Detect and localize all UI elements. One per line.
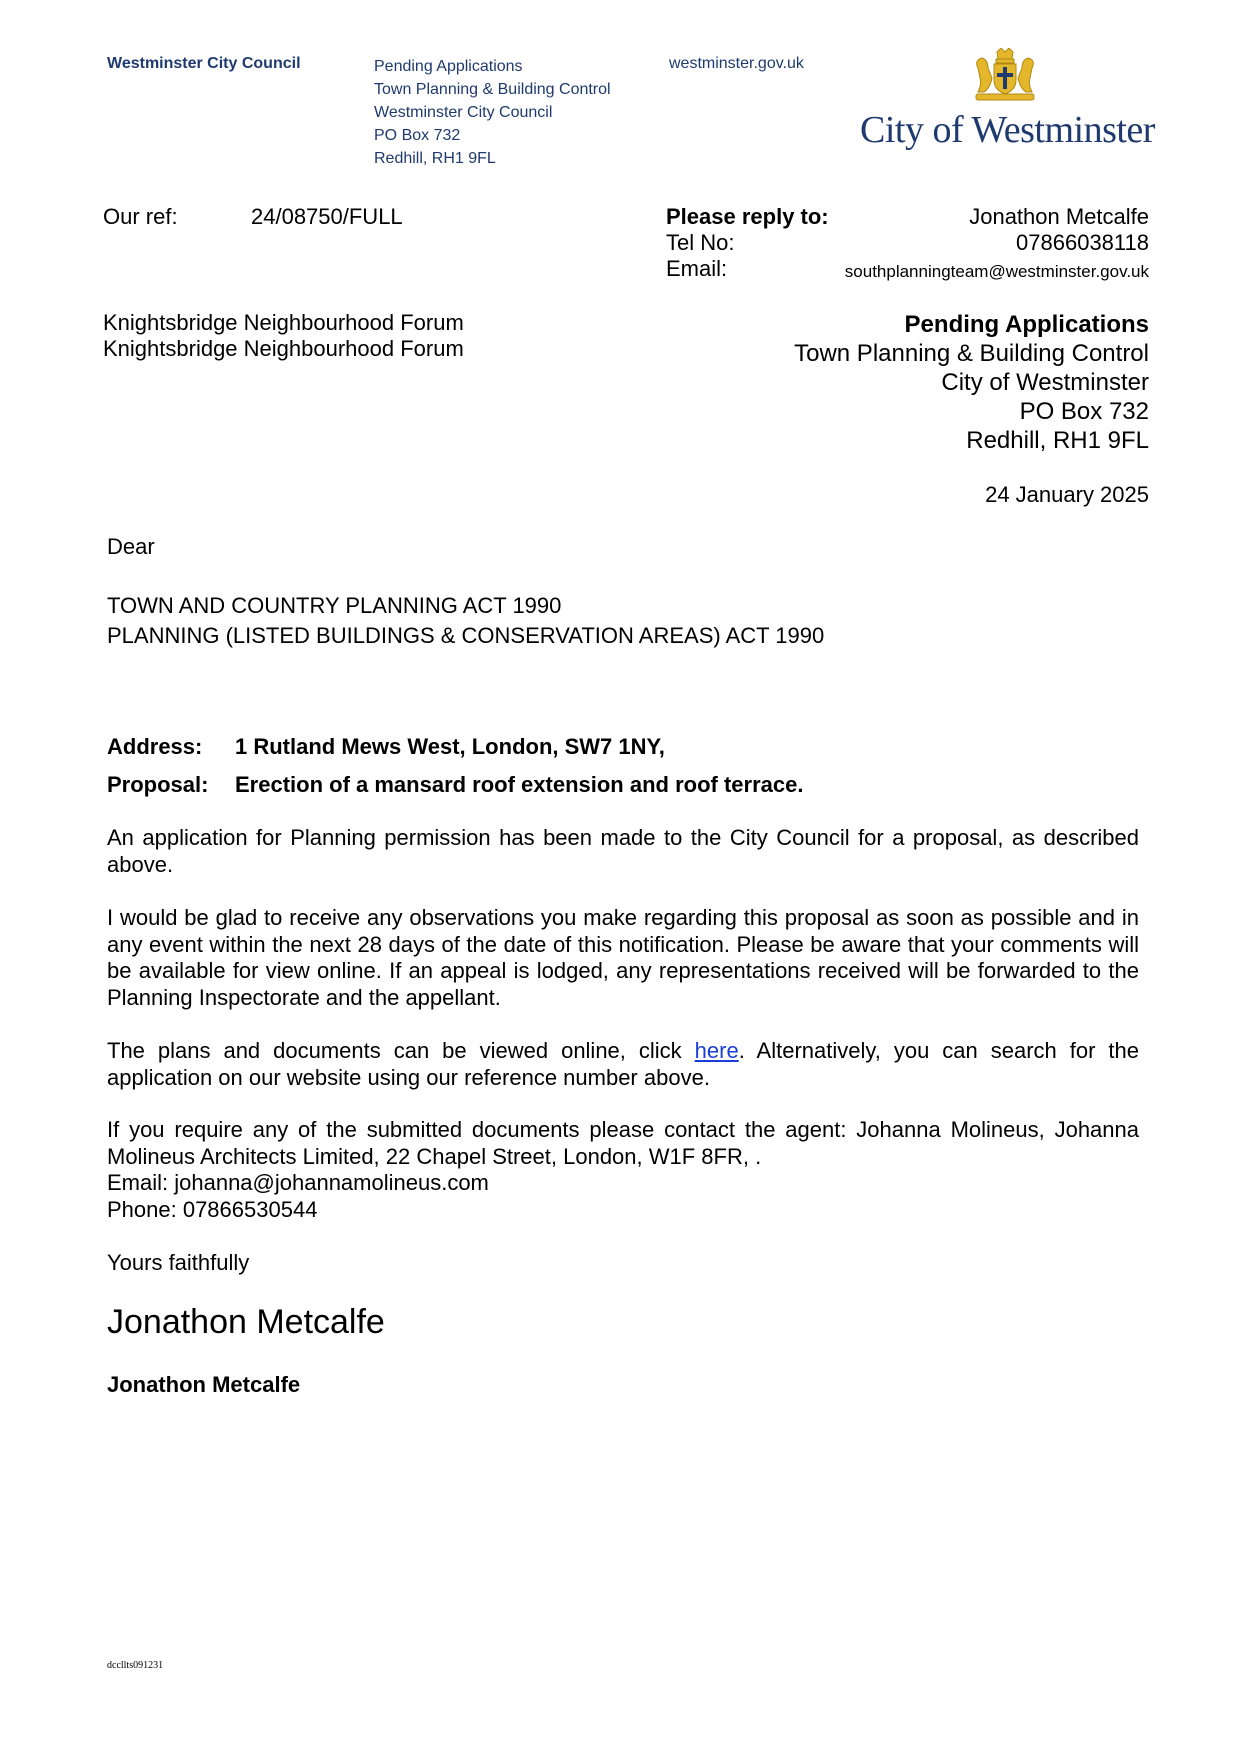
sign-off: Yours faithfully	[107, 1250, 250, 1275]
proposal-label: Proposal:	[107, 772, 209, 797]
recipient-line: Knightsbridge Neighbourhood Forum	[103, 310, 464, 335]
reply-to-label: Please reply to:	[666, 204, 829, 229]
recipient-line: Knightsbridge Neighbourhood Forum	[103, 336, 464, 361]
para3-text-after: . Alternatively, you can search for the application on our website using our reference number above.	[107, 1038, 1139, 1090]
header-address	[374, 55, 611, 170]
here-link[interactable]: here	[694, 1038, 739, 1063]
tel-label: Tel No:	[666, 230, 735, 255]
return-address-title: Pending Applications	[904, 311, 1149, 338]
tel-value: 07866038118	[1016, 230, 1149, 255]
application-proposal-row	[107, 772, 803, 798]
salutation: Dear	[107, 534, 155, 559]
tel-row	[666, 230, 1149, 256]
return-address	[700, 310, 1149, 455]
email-row	[666, 256, 1149, 282]
reply-to-row	[666, 204, 1149, 230]
agent-email: Email: johanna@johannamolineus.com	[107, 1170, 489, 1195]
our-ref-value: 24/08750/FULL	[251, 204, 403, 229]
application-address-row	[107, 734, 665, 760]
document-code: dccllts091231	[107, 1660, 164, 1671]
coat-of-arms-icon	[970, 48, 1040, 104]
return-address-line: Redhill, RH1 9FL	[966, 427, 1149, 454]
recipient-address	[103, 310, 464, 362]
act-line: PLANNING (LISTED BUILDINGS & CONSERVATION AREAS) ACT 1990	[107, 623, 825, 648]
city-of-westminster-logo: City of Westminster	[860, 109, 1155, 151]
return-address-line: PO Box 732	[1019, 398, 1149, 425]
agent-phone: Phone: 07866530544	[107, 1197, 318, 1222]
para3-text-before: The plans and documents can be viewed online, click	[107, 1038, 695, 1063]
council-name: Westminster City Council	[107, 55, 301, 72]
proposal-value: Erection of a mansard roof extension and roof terrace.	[235, 772, 804, 797]
header-address-line: Westminster City Council	[374, 104, 553, 121]
acts-heading	[107, 591, 824, 651]
reply-block	[666, 204, 1149, 282]
paragraph-observations: I would be glad to receive any observations you make regarding this proposal as soon as possible and in any event within the next 28 days of the date of this notification. Please be aware that your comments will be available for view online. If an appeal is lodged, any representations received will be forwarded to the Planning Inspectorate and the appellant.	[107, 905, 1139, 1010]
header-address-line: Redhill, RH1 9FL	[374, 150, 496, 167]
header-address-line: Town Planning & Building Control	[374, 81, 611, 98]
website-link[interactable]: westminster.gov.uk	[669, 55, 804, 72]
header-address-line: PO Box 732	[374, 127, 461, 144]
paragraph-agent-contact: If you require any of the submitted documents please contact the agent: Johanna Molineus, Johanna Molineus Architects Limited, 22 Chapel Street, London, W1F 8FR, .	[107, 1117, 1139, 1169]
letter-date: 24 January 2025	[985, 482, 1149, 507]
return-address-line: City of Westminster	[941, 369, 1149, 396]
email-label: Email:	[666, 256, 728, 281]
act-line: TOWN AND COUNTRY PLANNING ACT 1990	[107, 593, 562, 618]
signature: Jonathon Metcalfe	[107, 1303, 385, 1341]
address-label: Address:	[107, 734, 203, 759]
reply-to-name: Jonathon Metcalfe	[969, 204, 1149, 229]
address-value: 1 Rutland Mews West, London, SW7 1NY,	[235, 734, 665, 759]
return-address-line: Town Planning & Building Control	[794, 340, 1149, 367]
paragraph-application-made: An application for Planning permission has been made to the City Council for a proposal, as described above.	[107, 825, 1139, 877]
our-ref-label: Our ref:	[103, 204, 178, 229]
header-address-line: Pending Applications	[374, 58, 523, 75]
signatory-name: Jonathon Metcalfe	[107, 1372, 301, 1397]
paragraph-view-online	[107, 1038, 1139, 1091]
email-value[interactable]: southplanningteam@westminster.gov.uk	[844, 262, 1149, 281]
